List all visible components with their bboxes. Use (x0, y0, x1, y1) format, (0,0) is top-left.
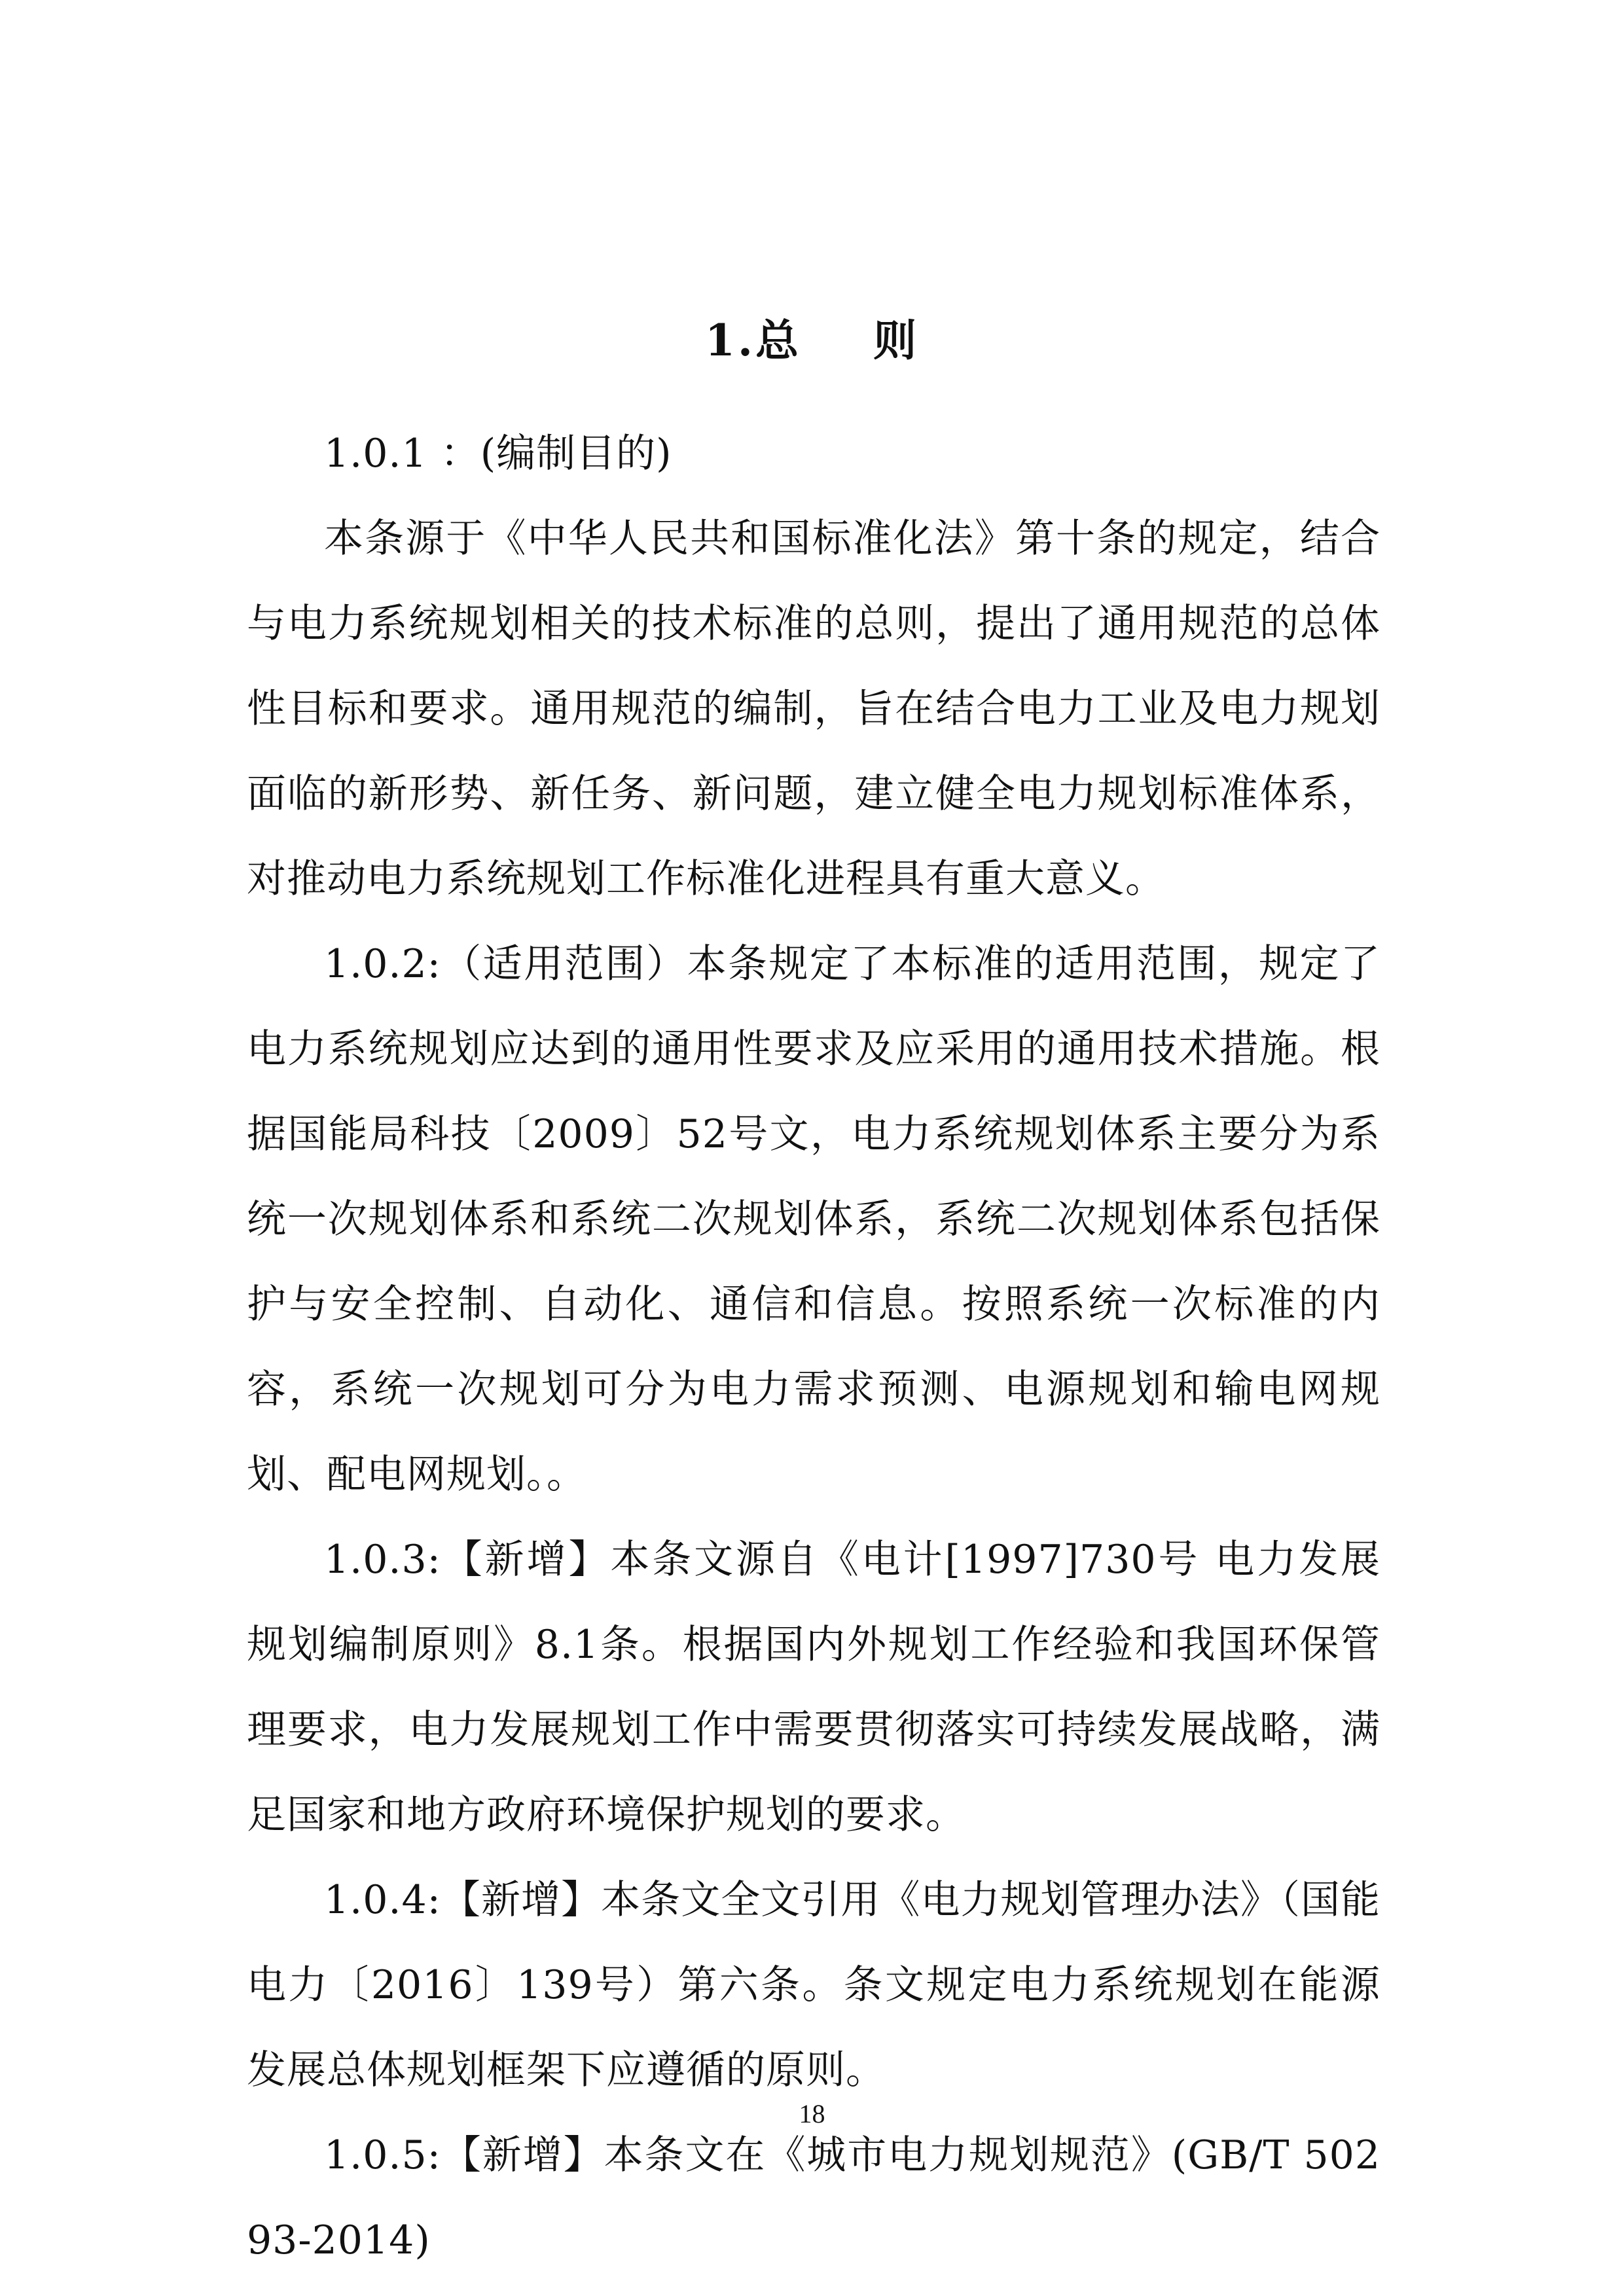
paragraph-1-0-5: 1.0.5:【新增】本条文在《城市电力规划规范》(GB/T 50293-2014) (247, 2132, 1380, 2263)
paragraph-1-0-1-body: 本条源于《中华人民共和国标准化法》第十条的规定，结合与电力系统规划相关的技术标准的总则，提出了通用规范的总体性目标和要求。通用规范的编制，旨在结合电力工业及电力规划面临的新形势、新任务、新问题，建立健全电力规划标准体系，对推动电力系统规划工作标准化进程具有重大意义。 (247, 516, 1380, 902)
paragraph-1-0-3: 1.0.3:【新增】本条文源自《电计[1997]730号 电力发展规划编制原则》8.1条。根据国内外规划工作经验和我国环保管理要求，电力发展规划工作中需要贯彻落实可持续发展战略，满足国家和地方政府环境保护规划的要求。 (247, 1537, 1380, 1838)
section-title-word: 则 (873, 315, 919, 366)
body-text (247, 411, 1380, 2283)
paragraph-1-0-1-heading: 1.0.1 ：(编制目的) (324, 431, 672, 476)
paragraph-1-0-2: 1.0.2:（适用范围）本条规定了本标准的适用范围，规定了电力系统规划应达到的通用性要求及应采用的通用技术措施。根据国能局科技〔2009〕52号文，电力系统规划体系主要分为系统一次规划体系和系统二次规划体系，系统二次规划体系包括保护与安全控制、自动化、通信和信息。按照系统一次标准的内容，系统一次规划可分为电力需求预测、电源规划和输电网规划、配电网规划。。 (247, 941, 1380, 1498)
page-number: 18 (799, 2099, 825, 2128)
section-title-number: 1.总 (705, 315, 801, 366)
paragraph-1-0-4: 1.0.4:【新增】本条文全文引用《电力规划管理办法》（国能电力〔2016〕139号）第六条。条文规定电力系统规划在能源发展总体规划框架下应遵循的原则。 (247, 1877, 1380, 2093)
section-title (0, 308, 1624, 373)
